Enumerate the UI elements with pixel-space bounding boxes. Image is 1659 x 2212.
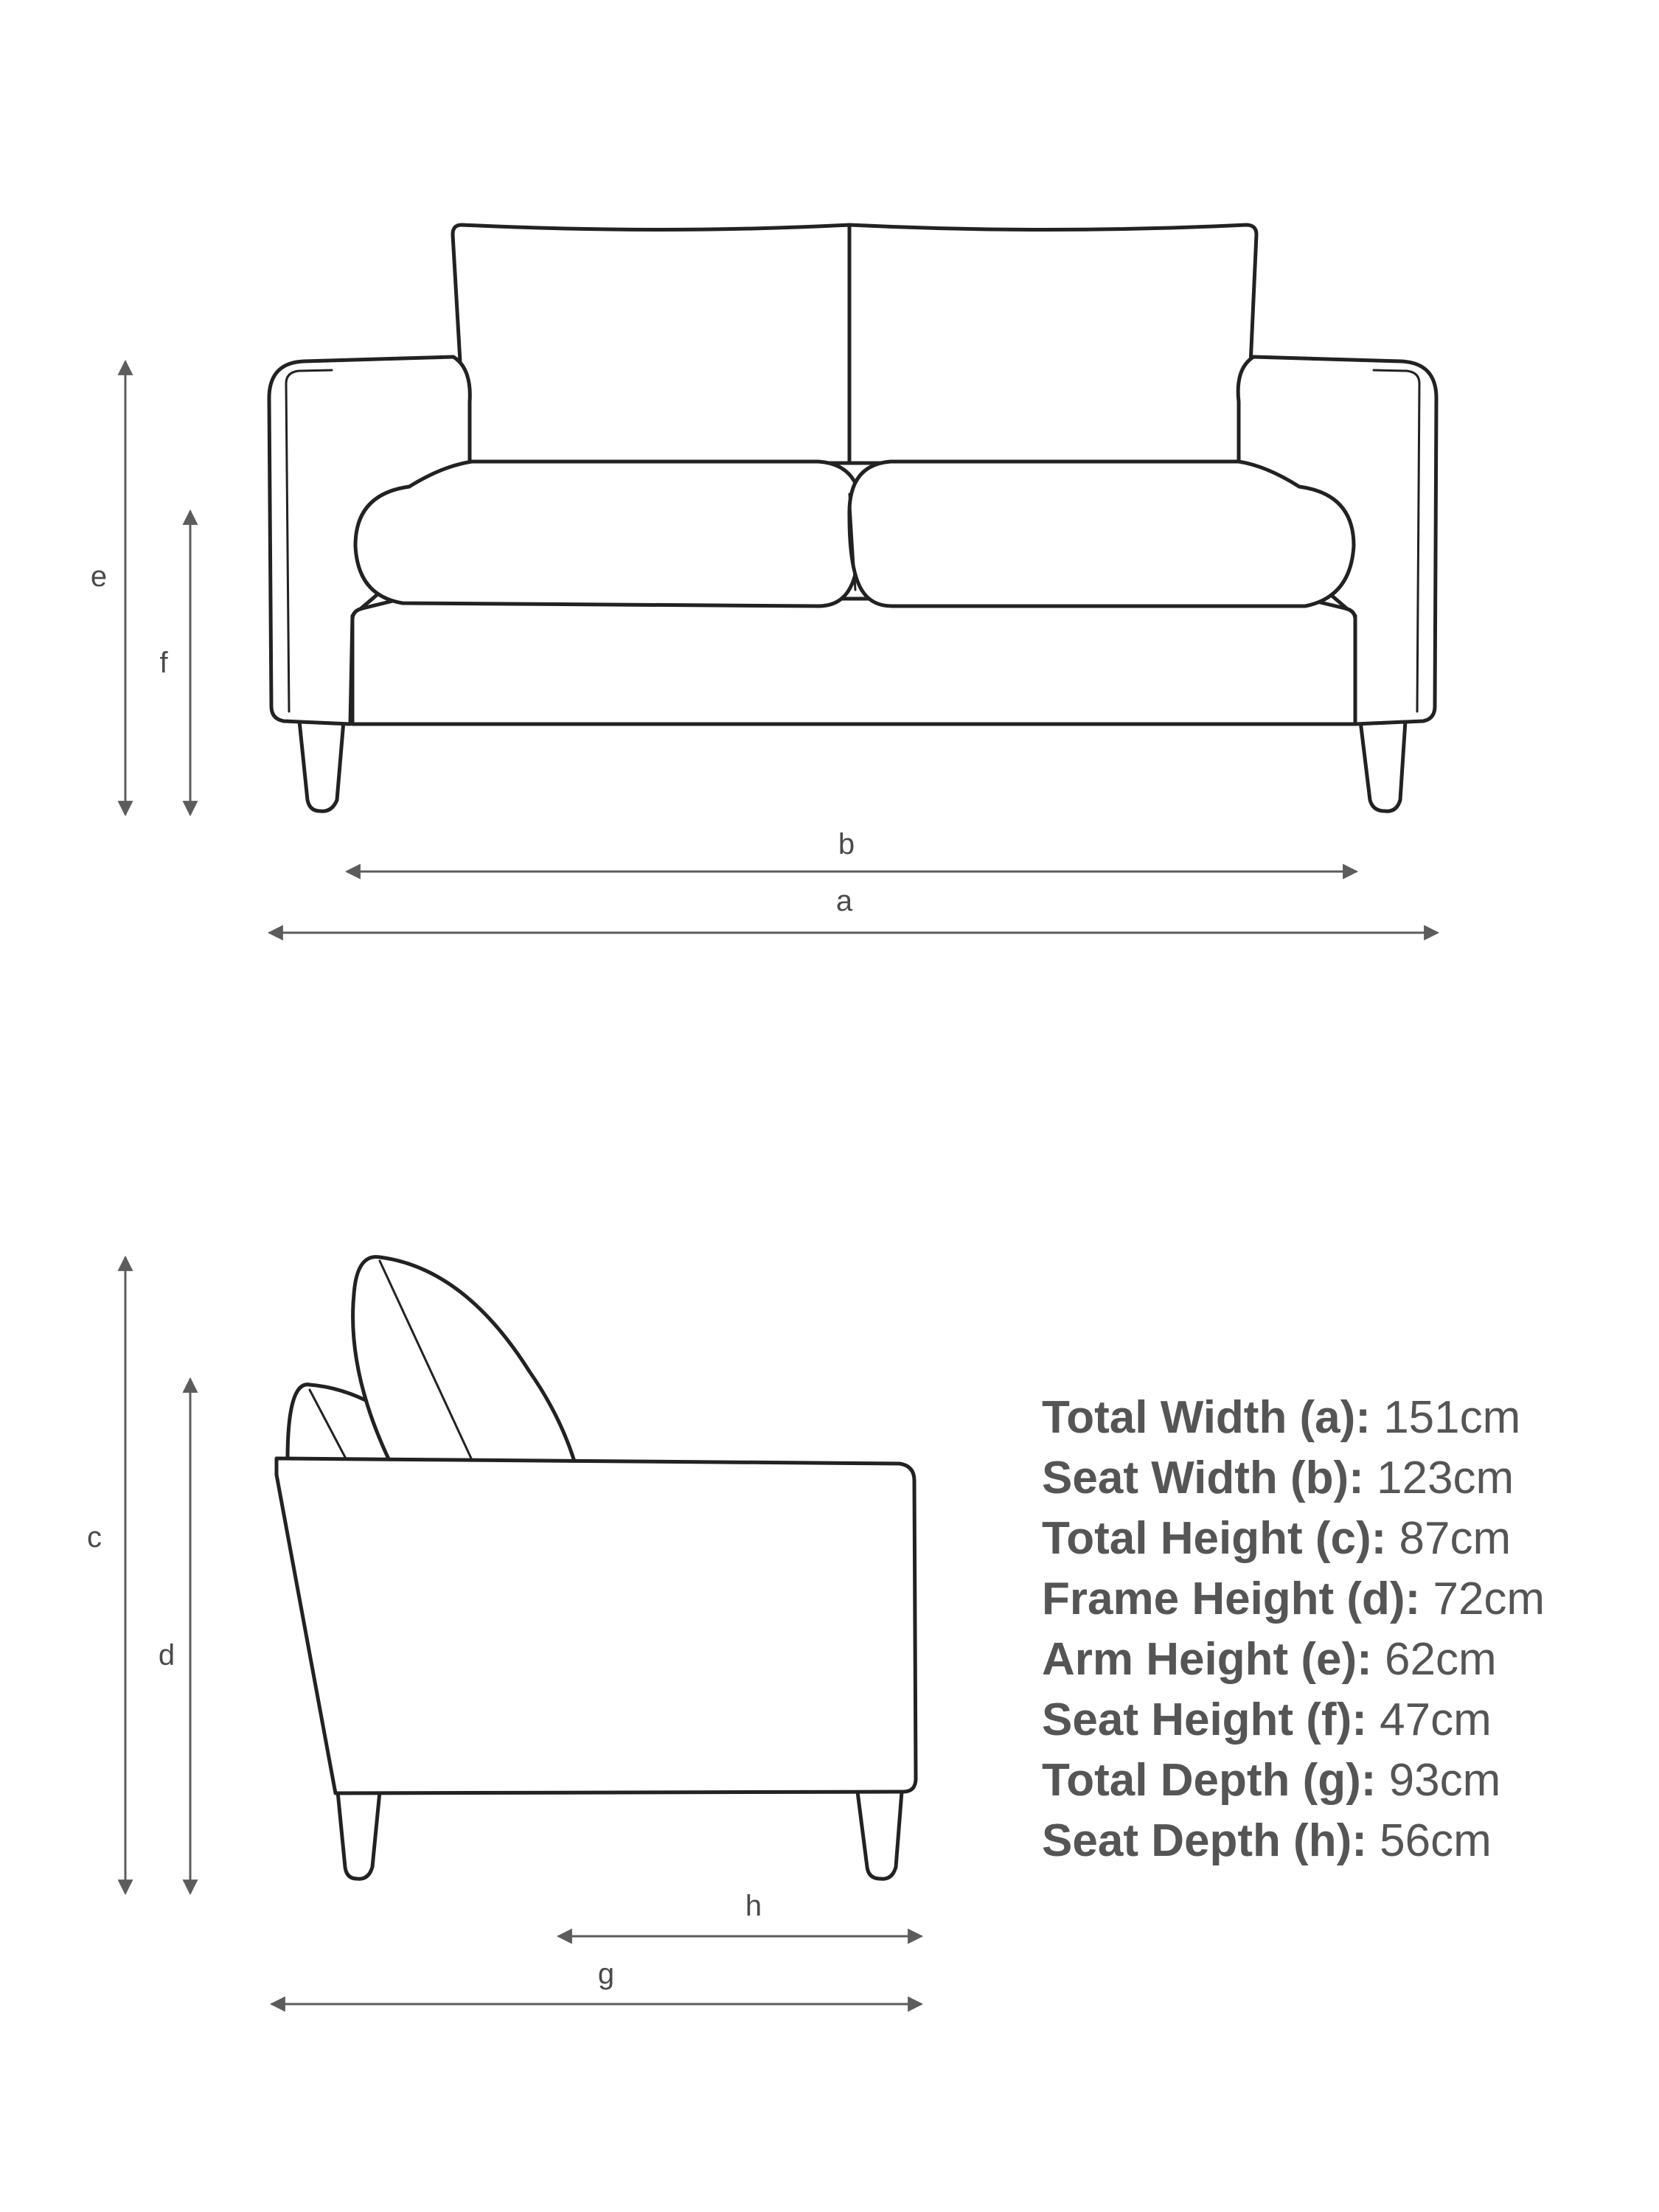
- dimension-spec-list: [1042, 1388, 1632, 1871]
- dimension-label-e: e: [90, 560, 108, 593]
- spec-value: 87cm: [1399, 1513, 1512, 1564]
- dimension-label-c: c: [87, 1521, 102, 1554]
- front-base: [352, 599, 1355, 724]
- spec-label: Arm Height (e):: [1042, 1634, 1372, 1685]
- spec-row-seat-depth: [1042, 1811, 1632, 1871]
- front-back-cushion-right: [849, 225, 1256, 463]
- side-front-leg: [858, 1792, 902, 1879]
- spec-label: Frame Height (d):: [1042, 1573, 1421, 1624]
- spec-value: 47cm: [1380, 1694, 1492, 1745]
- sofa-side-view: [276, 1257, 916, 1879]
- dimension-label-h: h: [745, 1890, 762, 1922]
- dimension-label-b: b: [838, 828, 855, 860]
- front-back-cushion-left: [453, 225, 849, 463]
- sofa-front-view: [269, 225, 1436, 811]
- spec-label: Total Height (c):: [1042, 1513, 1387, 1564]
- spec-value: 72cm: [1433, 1573, 1545, 1624]
- side-body: [276, 1458, 916, 1793]
- spec-row-arm-height: [1042, 1630, 1632, 1690]
- spec-label: Seat Height (f):: [1042, 1694, 1367, 1745]
- spec-label: Total Width (a):: [1042, 1392, 1371, 1443]
- dimension-label-d: d: [158, 1639, 175, 1672]
- dimension-label-a: a: [835, 885, 853, 917]
- side-back-leg: [338, 1792, 380, 1879]
- front-seat-cushion-right: [849, 462, 1354, 606]
- front-right-leg: [1360, 721, 1405, 811]
- front-seat-cushion-left: [355, 462, 861, 606]
- front-left-leg: [299, 721, 344, 811]
- spec-row-total-height: [1042, 1509, 1632, 1569]
- spec-row-total-depth: [1042, 1750, 1632, 1811]
- spec-value: 151cm: [1383, 1392, 1521, 1443]
- spec-value: 62cm: [1385, 1634, 1497, 1685]
- spec-row-seat-width: [1042, 1448, 1632, 1509]
- spec-row-total-width: [1042, 1388, 1632, 1448]
- spec-label: Seat Width (b):: [1042, 1453, 1364, 1503]
- dimension-label-g: g: [597, 1958, 615, 1990]
- spec-row-seat-height: [1042, 1690, 1632, 1750]
- spec-value: 56cm: [1380, 1815, 1492, 1866]
- spec-label: Seat Depth (h):: [1042, 1815, 1367, 1866]
- spec-value: 123cm: [1377, 1453, 1514, 1503]
- spec-value: 93cm: [1388, 1755, 1501, 1806]
- dimension-label-f: f: [159, 647, 168, 679]
- spec-row-frame-height: [1042, 1569, 1632, 1630]
- side-back-cushion: [353, 1257, 575, 1464]
- spec-label: Total Depth (g):: [1042, 1755, 1377, 1806]
